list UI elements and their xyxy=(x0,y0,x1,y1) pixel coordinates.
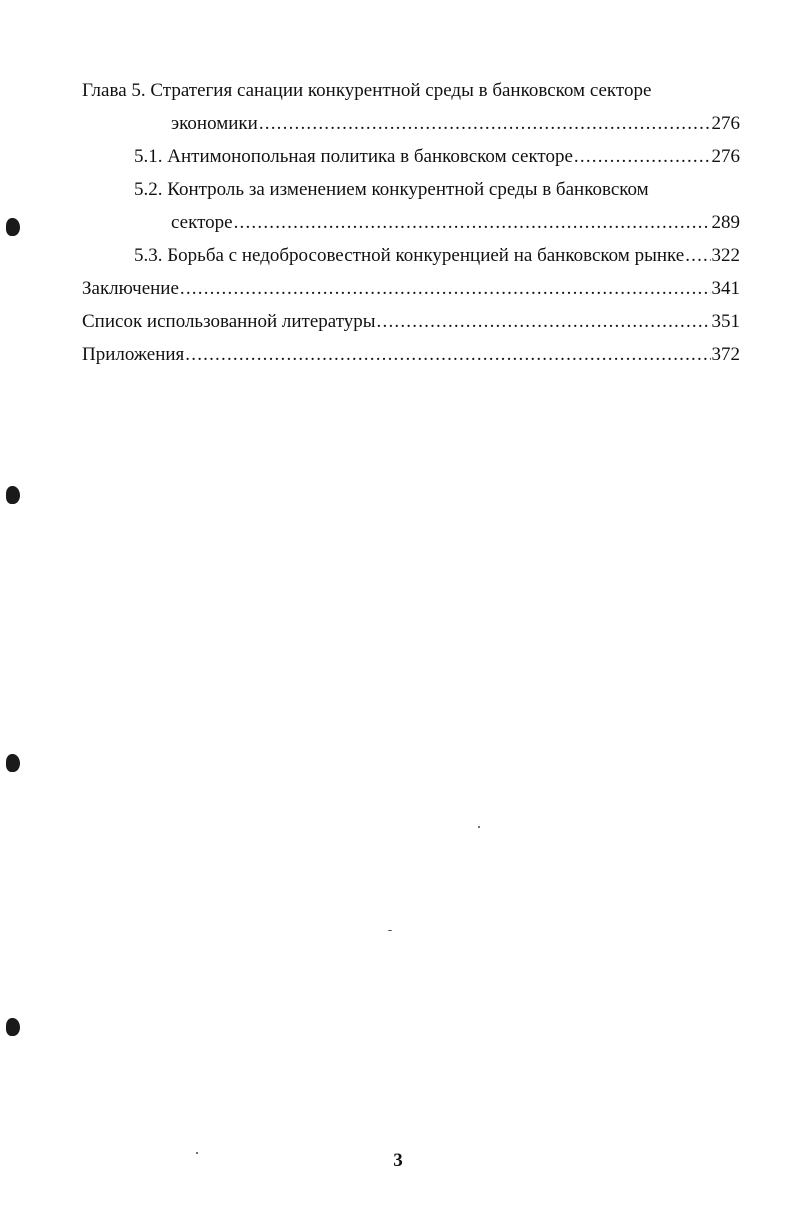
toc-section-5-3[interactable] xyxy=(82,239,740,272)
punch-hole-mark xyxy=(6,218,20,236)
punch-hole-mark xyxy=(6,486,20,504)
punch-hole-mark xyxy=(6,754,20,772)
toc-entry-text: Заключение xyxy=(82,278,179,299)
toc-references[interactable] xyxy=(82,305,740,338)
toc-chapter5-title-line1[interactable] xyxy=(82,74,740,107)
table-of-contents xyxy=(82,74,740,371)
toc-entry-text: Список использованной литературы xyxy=(82,311,376,332)
toc-page-number: 276 xyxy=(711,146,740,167)
toc-entry-text: 5.1. Антимонопольная политика в банковском секторе xyxy=(134,146,573,167)
toc-entry-text: экономики xyxy=(171,113,258,134)
toc-section-5-1[interactable] xyxy=(82,140,740,173)
punch-hole-mark xyxy=(6,1018,20,1036)
dot-leader xyxy=(180,272,711,305)
scan-speck xyxy=(388,930,392,931)
toc-appendices[interactable] xyxy=(82,338,740,371)
dot-leader xyxy=(377,305,711,338)
toc-page-number: 372 xyxy=(711,344,740,365)
toc-page-number: 289 xyxy=(711,212,740,233)
toc-page-number: 351 xyxy=(711,311,740,332)
toc-entry-text: Приложения xyxy=(82,344,185,365)
toc-page-number: 341 xyxy=(711,278,740,299)
scan-speck xyxy=(478,826,480,828)
toc-entry-text: секторе xyxy=(171,212,233,233)
toc-chapter5-title-line2[interactable] xyxy=(82,107,740,140)
toc-entry-text: 5.3. Борьба с недобросовестной конкуренцией на банковском рынке xyxy=(134,245,685,266)
dot-leader xyxy=(185,338,710,371)
toc-page-number: 276 xyxy=(711,113,740,134)
toc-section-5-2-line1[interactable] xyxy=(82,173,740,206)
dot-leader xyxy=(259,107,711,140)
toc-conclusion[interactable] xyxy=(82,272,740,305)
dot-leader xyxy=(574,140,711,173)
page-number: 3 xyxy=(393,1150,403,1171)
toc-page-number: 322 xyxy=(711,245,740,266)
toc-entry-text: 5.2. Контроль за изменением конкурентной среды в банковском xyxy=(134,179,649,200)
dot-leader xyxy=(685,239,710,272)
toc-section-5-2-line2[interactable] xyxy=(82,206,740,239)
toc-entry-text: Глава 5. Стратегия санации конкурентной среды в банковском секторе xyxy=(82,80,652,101)
dot-leader xyxy=(234,206,711,239)
